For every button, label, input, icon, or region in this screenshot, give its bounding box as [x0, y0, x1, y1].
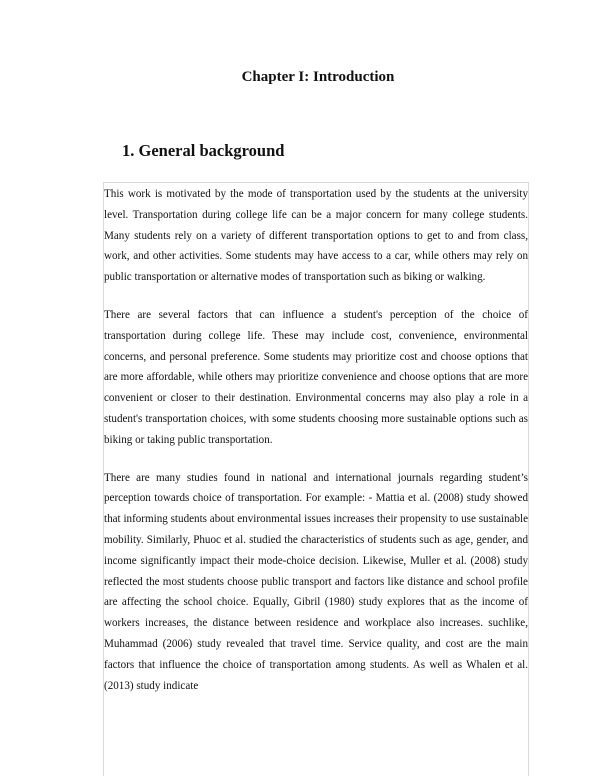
paragraph-3: There are many studies found in national and international journals regarding student’s perception towards choice of transportation. For example: - Mattia et al. (2008) study showed that informing students about environmental issues increases their propensity to use sustainable mobility. Similarly, Phuoc et al. studied the characteristics of students such as age, gender, and income significantly impact their mode-choice decision. Likewise, Muller et al. (2008) study reflected the most students choose public transport and factors like distance and school profile are affecting the school choice. Equally, Gibril (1980) study explores that as the income of workers increases, the distance between residence and workplace also increases. suchlike, Muhammad (2006) study revealed that travel time. Service quality, and cost are the main factors that influence the choice of transportation among students. As well as Whalen et al. (2013) study indicate [104, 471, 528, 692]
paragraph-2: There are several factors that can influence a student's perception of the choice of transportation during college life. These may include cost, convenience, environmental concerns, and personal preference. Some students may prioritize cost and choose options that are more affordable, while others may prioritize convenience and choose options that are more convenient or closer to their destination. Environmental concerns may also play a role in a student's transportation choices, with some students choosing more sustainable options such as biking or taking public transportation. [104, 308, 528, 446]
section-heading: 1. General background [122, 141, 285, 160]
chapter-title: Chapter I: Introduction [241, 69, 395, 85]
text-frame [103, 182, 529, 776]
paragraph-1: This work is motivated by the mode of transportation used by the students at the university level. Transportation during college life can be a major concern for many college students. Many students rely on a variety of different transportation options to get to and from class, work, and other activities. Some students may have access to a car, while others may rely on public transportation or alternative modes of transportation such as biking or walking. [104, 188, 528, 284]
